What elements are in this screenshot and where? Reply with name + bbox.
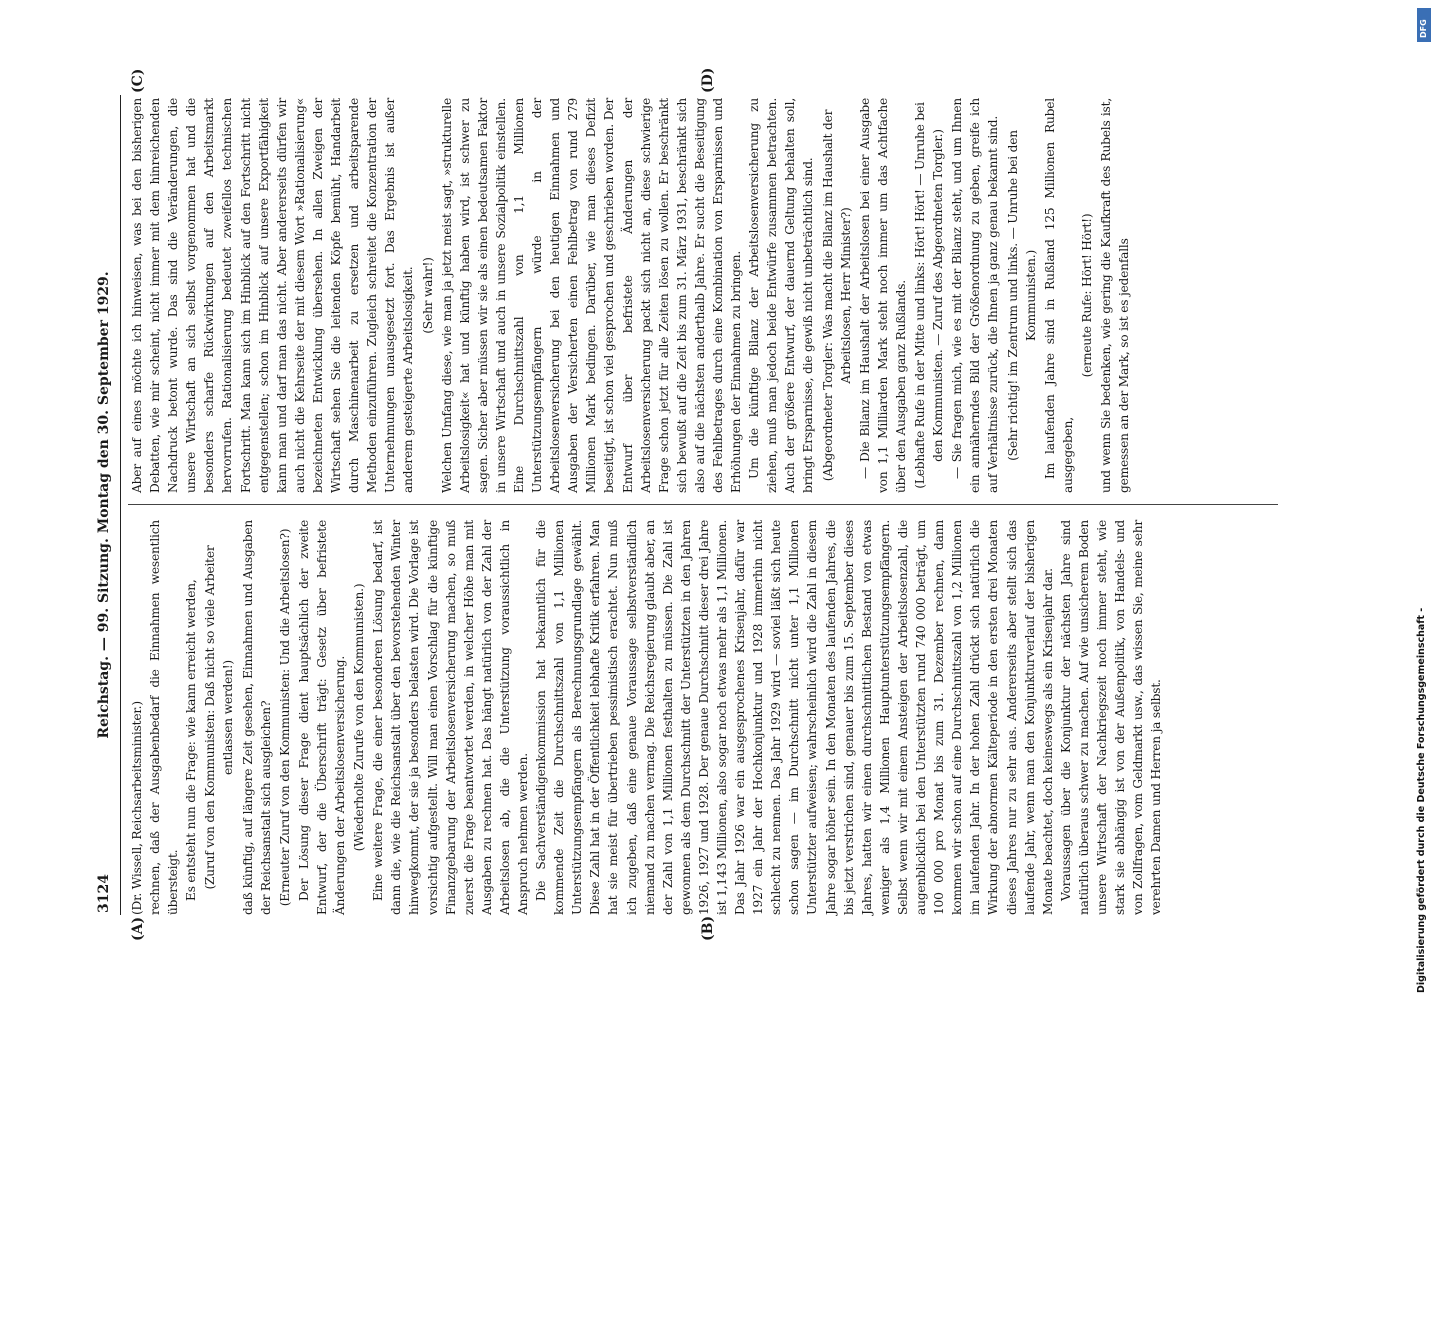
dfg-badge-text: DFG <box>1419 19 1428 38</box>
paragraph: Der Lösung dieser Frage dient hauptsächlich der zweite Entwurf, der die Überschrift trägt: Gesetz über befristete Änderungen der Arbeitslosenversicherung. <box>296 520 348 915</box>
digitization-credit <box>1416 8 1430 993</box>
credit-text: Digitalisierung gefördert durch die Deutsche Forschungsgemeinschaft - <box>1416 607 1427 993</box>
interjection: (Abgeordneter Torgler: Was macht die Bilanz im Haushalt der Arbeitslosen, Herr Minister?) <box>820 109 853 482</box>
paragraph: — Sie fragen mich, wie es mit der Bilanz steht, und um Ihnen ein annäherndes Bild der Größenordnung zu geben, greife ich auf Verhältnisse zurück, die Ihnen ja ganz genau bekannt sind. <box>950 98 1001 493</box>
page-title: Reichstag. — 99. Sitzung. Montag den 30. September 1929. <box>96 271 112 739</box>
interjection: (Lebhafte Rufe in der Mitte und links: Hört! Hört! — Unruhe bei den Kommunisten. — Zuruf des Abgeordneten Torgler.) <box>913 102 946 489</box>
paragraph: Im laufenden Jahre sind in Rußland 125 Millionen Rubel ausgegeben, <box>1042 98 1075 493</box>
margin-letter-c: (C) <box>130 68 146 93</box>
paragraph: und wenn Sie bedenken, wie gering die Kaufkraft des Rubels ist, gemessen an der Mark, so ist es jedenfalls <box>1098 98 1132 493</box>
paragraph: Voraussagen über die Konjunktur der nächsten Jahre sind natürlich überaus schwer zu machen. Auf wie unsicherem Boden unsere Wirtschaft der Nachkriegszeit noch immer steht, wie stark sie abhängig ist von der Außenpolitik, von Handels- und von Zollfragen, vom Geldmarkt usw., das wissen Sie, meine sehr verehrten Damen und Herren ja selbst. <box>1058 520 1164 915</box>
paragraph: Eine weitere Frage, die einer besonderen Lösung bedarf, ist dann die, wie die Reichsanstalt über den bevorstehenden Winter hinwegkommt, der sie ja besonders belasten wird. Die Vorlage ist vorsichtig aufgestellt. Will man einen Vorschlag für die künftige Finanzgebarung der Arbeitslosenversicherung machen, so muß zuerst die Frage beantwortet werden, in welcher Höhe man mit Ausgaben zu rechnen hat. Das hängt natürlich von der Zahl der Arbeitslosen ab, die die Unterstützung voraussichtlich in Anspruch nehmen werden. <box>371 520 530 915</box>
paragraph: rechnen, daß der Ausgabenbedarf die Einnahmen wesentlich übersteigt. <box>148 520 181 915</box>
column-divider <box>128 504 1278 505</box>
paragraph: Es entsteht nun die Frage: wie kann erreicht werden, <box>184 579 199 901</box>
rotated-page-content <box>90 67 1310 941</box>
margin-letter-b: (B) <box>700 915 716 941</box>
interjection: (Wiederholte Zurufe von den Kommunisten.) <box>352 583 367 852</box>
interjection: (erneute Rufe: Hört! Hört!) <box>1079 213 1094 378</box>
left-column <box>128 520 1165 915</box>
paragraph: Welchen Umfang diese, wie man ja jetzt meist sagt, »strukturelle Arbeitslosigkeit« hat und künftig haben wird, ist schwer zu sagen. Sicher aber müssen wir sie als einen bedeutsamen Faktor in unsere Wirtschaft und auch in unsere Sozialpolitik einstellen. Eine Durchschnittszahl von 1,1 Millionen Unterstützungsempfängern würde in der Arbeitslosenversicherung bei den heutigen Einnahmen und Ausgaben der Versicherten einen Fehlbetrag von rund 279 Millionen Mark bedingen. Darüber, wie man dieses Defizit beseitigt, ist schon viel gesprochen und geschrieben worden. Der Entwurf über befristete Änderungen der Arbeitslosenversicherung packt sich nicht an, diese schwierige Frage schon jetzt für alle Zeiten lösen zu wollen. Er beschränkt sich bewußt auf die Zeit bis zum 31. März 1931, beschränkt sich also auf die nächsten anderthalb Jahre. Er sucht die Beseitigung des Fehlbetrages durch eine Kombination von Ersparnissen und Erhöhungen der Einnahmen zu bringen. <box>439 98 744 493</box>
interjection: (Zuruf von den Kommunisten: Daß nicht so viele Arbeiter entlassen werden!) <box>203 545 236 890</box>
paragraph: — Die Bilanz im Haushalt der Arbeitslosen bei einer Ausgabe von 1,1 Milliarden Mark steht noch immer um das Achtfache über den Ausgaben ganz Rußlands. <box>857 98 908 493</box>
paragraph: (Dr. Wissell, Reichsarbeitsminister.) <box>130 701 144 915</box>
interjection: (Sehr wahr!) <box>420 257 435 334</box>
page-number: 3124 <box>96 874 112 913</box>
paragraph: Um die künftige Bilanz der Arbeitslosenversicherung zu ziehen, muß man jedoch beide Entwürfe zusammen betrachten. Auch der größere Entwurf, der dauernd Geltung behalten soll, bringt Ersparnisse, die gewiß nicht unbeträchtlich sind. <box>747 98 816 493</box>
dfg-logo <box>1417 8 1431 42</box>
right-column <box>128 98 1133 493</box>
page-header <box>90 95 121 915</box>
interjection: (Sehr richtig! im Zentrum und links. — Unruhe bei den Kommunisten.) <box>1005 130 1038 461</box>
margin-letter-a: (A) <box>130 916 146 941</box>
scanned-page <box>90 67 1320 1325</box>
paragraph: Aber auf eines möchte ich hinweisen, was bei den bisherigen Debatten, wie mir scheint, nicht immer mit dem hinreichenden Nachdruck betont wurde. Das sind die Veränderungen, die unsere Wirtschaft an sich selbst vorgenommen hat und die besonders scharfe Rückwirkungen auf den Arbeitsmarkt hervorrufen. Rationalisierung bedeutet zweifellos technischen Fortschritt. Man kann sich im Hinblick auf den Fortschritt nicht entgegenstellen; schon im Hinblick auf unsere Exportfähigkeit kann man und darf man das nicht. Aber andererseits dürfen wir auch nicht die Kehrseite der mit diesem Wort »Rationalisierung« bezeichneten Entwicklung übersehen. In allen Zweigen der Wirtschaft sehen Sie die leitenden Köpfe bemüht, Handarbeit durch Maschinenarbeit zu ersetzen und arbeitsparende Methoden einzuführen. Zugleich schreitet die Konzentration der Unternehmungen unausgesetzt fort. Das Ergebnis ist außer anderem gesteigerte Arbeitslosigkeit. <box>130 98 416 493</box>
paragraph: daß künftig, auf längere Zeit gesehen, Einnahmen und Ausgaben der Reichsanstalt sich ausgleichen? <box>240 520 273 915</box>
paragraph: Die Sachverständigenkommission hat bekanntlich für die kommende Zeit die Durchschnittszahl von 1,1 Millionen Unterstützungsempfängern als Berechnungsgrundlage gewählt. Diese Zahl hat in der Öffentlichkeit lebhafte Kritik erfahren. Man hat sie meist für übertrieben pessimistisch erachtet. Nun muß ich zugeben, daß eine genaue Voraussage selbstverständlich niemand zu machen vermag. Die Reichsregierung glaubt aber, an der Zahl von 1,1 Millionen festhalten zu müssen. Die Zahl ist gewonnen als dem Durchschnitt der Unterstützten in den Jahren 1926, 1927 und 1928. Der genaue Durchschnitt dieser drei Jahre ist 1,143 Millionen, also sogar noch etwas mehr als 1,1 Millionen. Das Jahr 1926 war ein ausgesprochenes Krisenjahr, dafür war 1927 ein Jahr der Hochkonjunktur und 1928 immerhin nicht schlecht zu nennen. Das Jahr 1929 wird — soviel läßt sich heute schon sagen — im Durchschnitt nicht unter 1,1 Millionen Unterstützter aufweisen; wahrscheinlich wird die Zahl in diesem Jahre sogar höher sein. In den Monaten des laufenden Jahres, die bis jetzt verstrichen sind, genauer bis zum 15. September dieses Jahres, hatten wir einen durchschnittlichen Bestand von etwas weniger als 1,4 Millionen Hauptunterstützungsempfängern. Selbst wenn wir mit einem Ansteigen der Arbeitslosenzahl, die augenblicklich bei den Unterstützten rund 740 000 beträgt, um 100 000 pro Monat bis zum 31. Dezember rechnen, dann kommen wir schon auf eine Durchschnittszahl von 1,2 Millionen im laufenden Jahr. In der hohen Zahl drückt sich natürlich die Wirkung der abnormen Kälteperiode in den ersten drei Monaten dieses Jahres nur zu sehr aus. Andererseits aber stellt sich das laufende Jahr, wenn man den Konjunkturverlauf der bisherigen Monate beachtet, doch keineswegs als ein Krisenjahr dar. <box>534 520 1055 915</box>
margin-letter-d: (D) <box>700 67 716 93</box>
interjection: (Erneuter Zuruf von den Kommunisten: Und die Arbeitslosen?) <box>277 528 292 907</box>
